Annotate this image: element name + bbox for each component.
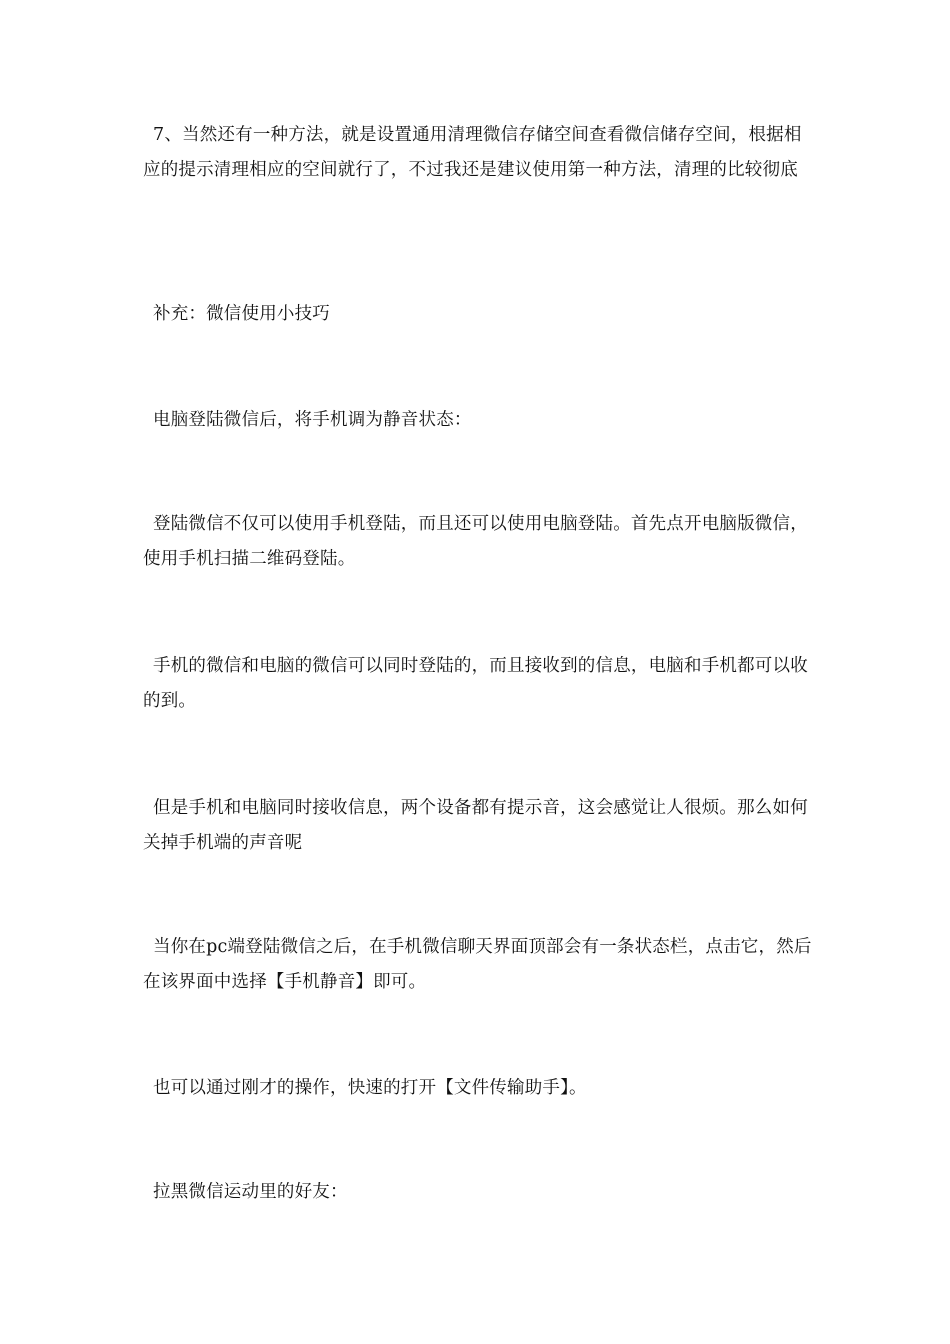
paragraph-pc-login: 登陆微信不仅可以使用手机登陆，而且还可以使用电脑登陆。首先点开电脑版微信，使用手机扫描二维码登陆。 [143,514,808,569]
paragraph-block-friends-heading: 拉黑微信运动里的好友： [153,1182,348,1202]
paragraph-file-transfer: 也可以通过刚才的操作，快速的打开【文件传输助手】。 [153,1078,587,1098]
paragraph-simultaneous-login: 手机的微信和电脑的微信可以同时登陆的，而且接收到的信息，电脑和手机都可以收的到。 [143,656,808,711]
paragraph-supplement-heading: 补充：微信使用小技巧 [153,304,330,324]
paragraph-mute-phone-heading: 电脑登陆微信后，将手机调为静音状态： [153,410,472,430]
paragraph-clean-storage: 7、当然还有一种方法，就是设置通用清理微信存储空间查看微信储存空间，根据相应的提示清理相应的空间就行了，不过我还是建议使用第一种方法，清理的比较彻底 [143,125,802,180]
paragraph-notification-sound: 但是手机和电脑同时接收信息，两个设备都有提示音，这会感觉让人很烦。那么如何关掉手机端的声音呢 [143,798,808,853]
paragraph-status-bar-mute: 当你在pc端登陆微信之后，在手机微信聊天界面顶部会有一条状态栏，点击它，然后在该界面中选择【手机静音】即可。 [143,937,812,992]
